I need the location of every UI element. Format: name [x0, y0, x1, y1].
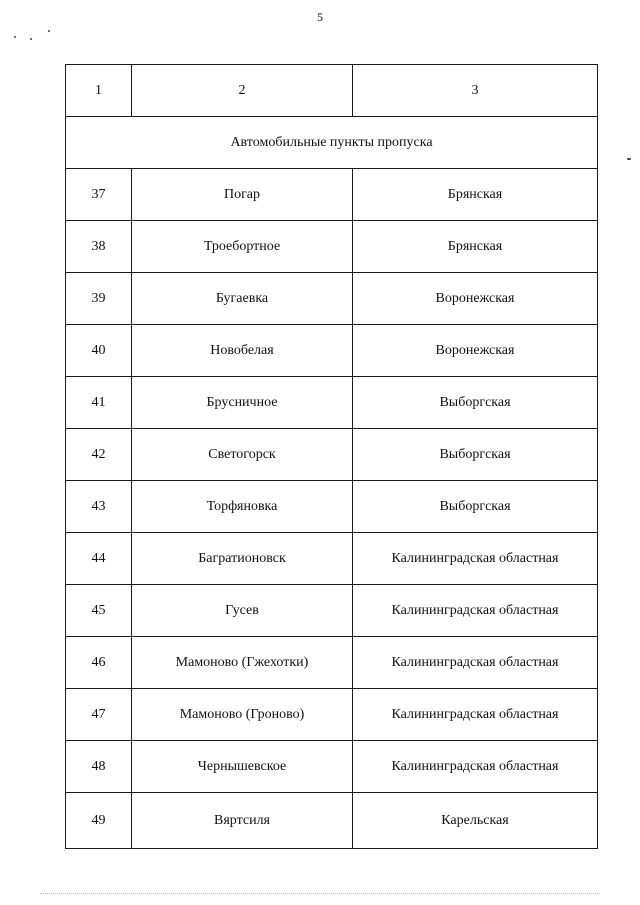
row-number: 40	[66, 325, 132, 377]
customs-office: Выборгская	[353, 377, 598, 429]
customs-office: Карельская	[353, 793, 598, 849]
scan-speck	[48, 30, 50, 32]
checkpoint-name: Мамоново (Гроново)	[132, 689, 353, 741]
row-number: 43	[66, 481, 132, 533]
table-row	[66, 585, 598, 637]
customs-office: Брянская	[353, 221, 598, 273]
customs-office: Калининградская областная	[353, 585, 598, 637]
column-number-2: 2	[132, 65, 353, 117]
row-number: 42	[66, 429, 132, 481]
checkpoint-name: Мамоново (Гжехотки)	[132, 637, 353, 689]
checkpoint-name: Багратионовск	[132, 533, 353, 585]
checkpoint-name: Гусев	[132, 585, 353, 637]
row-number: 46	[66, 637, 132, 689]
scan-speck	[14, 36, 16, 38]
table-row	[66, 689, 598, 741]
row-number: 41	[66, 377, 132, 429]
checkpoint-table	[65, 64, 598, 849]
checkpoint-name: Новобелая	[132, 325, 353, 377]
scan-speck	[627, 158, 631, 160]
customs-office: Калининградская областная	[353, 637, 598, 689]
table-row	[66, 169, 598, 221]
customs-office: Воронежская	[353, 273, 598, 325]
table-row	[66, 429, 598, 481]
row-number: 47	[66, 689, 132, 741]
customs-office: Калининградская областная	[353, 689, 598, 741]
section-title: Автомобильные пункты пропуска	[66, 117, 598, 169]
table-row	[66, 325, 598, 377]
table-row	[66, 533, 598, 585]
checkpoint-name: Брусничное	[132, 377, 353, 429]
checkpoint-name: Погар	[132, 169, 353, 221]
page-number: 5	[317, 10, 323, 24]
section-row	[66, 117, 598, 169]
row-number: 44	[66, 533, 132, 585]
customs-office: Воронежская	[353, 325, 598, 377]
checkpoint-name: Троебортное	[132, 221, 353, 273]
row-number: 45	[66, 585, 132, 637]
checkpoint-name: Чернышевское	[132, 741, 353, 793]
table-row	[66, 377, 598, 429]
customs-office: Брянская	[353, 169, 598, 221]
table-row	[66, 221, 598, 273]
column-number-3: 3	[353, 65, 598, 117]
table-row	[66, 637, 598, 689]
scan-speck	[30, 38, 32, 40]
checkpoint-name: Торфяновка	[132, 481, 353, 533]
row-number: 48	[66, 741, 132, 793]
customs-office: Калининградская областная	[353, 533, 598, 585]
customs-office: Калининградская областная	[353, 741, 598, 793]
customs-office: Выборгская	[353, 481, 598, 533]
table-row	[66, 741, 598, 793]
column-number-1: 1	[66, 65, 132, 117]
row-number: 37	[66, 169, 132, 221]
row-number: 39	[66, 273, 132, 325]
table-row	[66, 481, 598, 533]
customs-office: Выборгская	[353, 429, 598, 481]
checkpoint-name: Светогорск	[132, 429, 353, 481]
row-number: 49	[66, 793, 132, 849]
table-row	[66, 273, 598, 325]
column-number-row	[66, 65, 598, 117]
checkpoint-name: Бугаевка	[132, 273, 353, 325]
scan-edge-noise	[40, 893, 600, 895]
row-number: 38	[66, 221, 132, 273]
checkpoint-name: Вяртсиля	[132, 793, 353, 849]
table-row	[66, 793, 598, 849]
